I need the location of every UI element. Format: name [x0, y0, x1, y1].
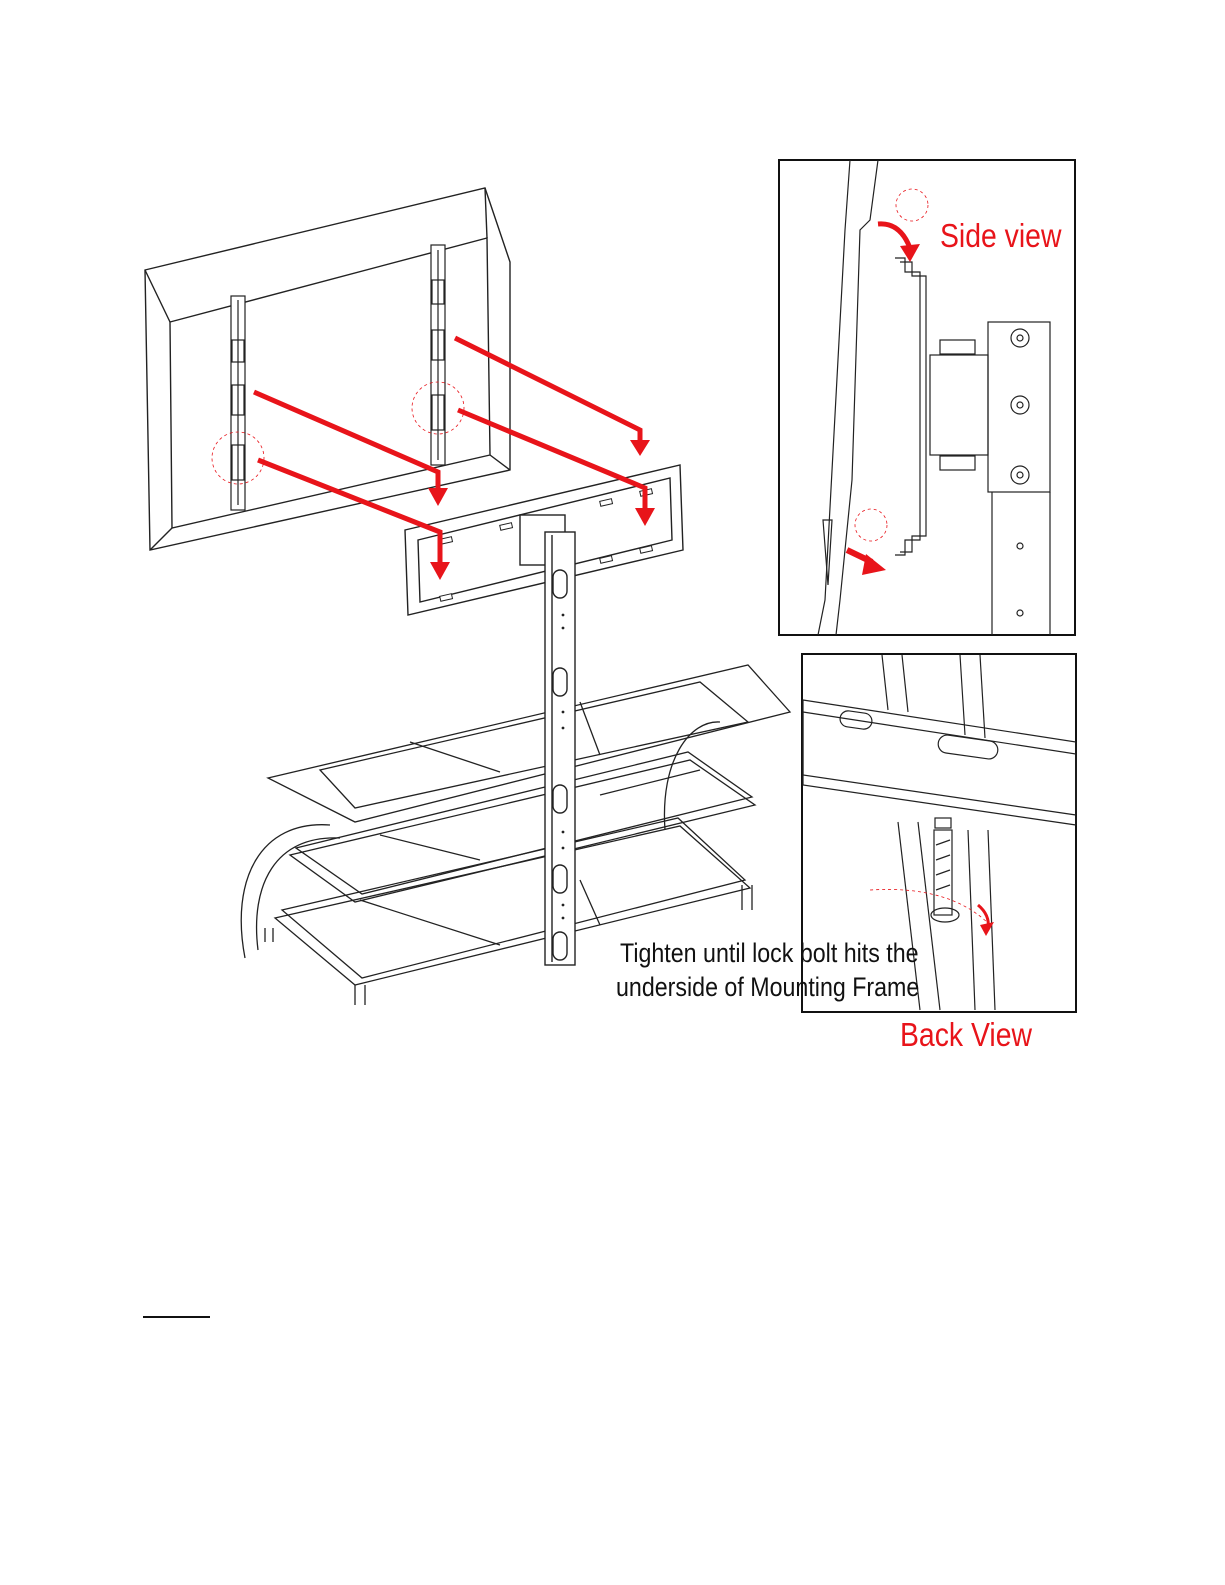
tv-panel — [145, 188, 510, 550]
instruction-line-2: underside of Mounting Frame — [616, 972, 920, 1002]
instruction-line-1: Tighten until lock bolt hits the — [620, 938, 919, 968]
back-view-label: Back View — [900, 1016, 1032, 1053]
vertical-pole — [545, 532, 575, 965]
side-view-label: Side view — [940, 217, 1062, 254]
tv-bracket-left — [231, 296, 245, 510]
tv-bracket-right — [431, 245, 445, 465]
